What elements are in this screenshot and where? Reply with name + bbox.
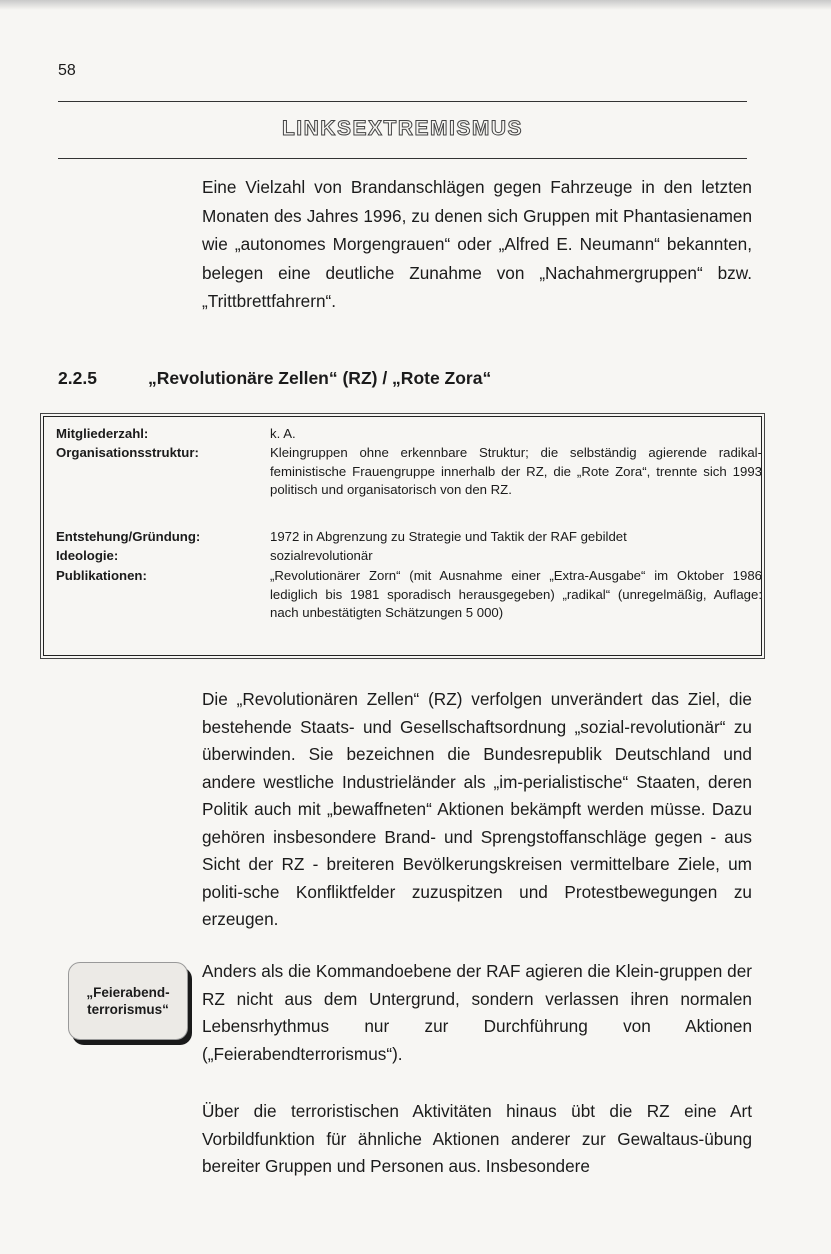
info-label: Publikationen: (56, 568, 147, 583)
margin-note-badge (68, 962, 188, 1040)
running-header-title: LINKSEXTREMISMUS (281, 117, 523, 140)
section-heading (58, 368, 491, 389)
body-paragraph: Anders als die Kommandoebene der RAF agieren die Klein-gruppen der RZ nicht aus dem Untergrund, sondern verlassen ihren normalen Lebensrhythmus nur zur Durchführung von Aktionen („Feierabendterrorismus“). (202, 961, 752, 1064)
info-label: Organisationsstruktur: (56, 445, 199, 460)
body-paragraph: Über die terroristischen Aktivitäten hinaus übt die RZ eine Art Vorbildfunktion für ähnliche Aktionen anderer zur Gewaltaus-übung bereiter Gruppen und Personen aus. Insbesondere (202, 1101, 752, 1176)
page-number: 58 (58, 62, 76, 79)
info-label: Entstehung/Gründung: (56, 529, 201, 544)
header-rule-top (58, 101, 747, 102)
info-value: sozialrevolutionär (270, 548, 373, 563)
intro-paragraph: Eine Vielzahl von Brandanschlägen gegen Fahrzeuge in den letzten Monaten des Jahres 1996, zu denen sich Gruppen mit Phantasienamen wie „autonomes Morgengrauen“ oder „Alfred E. Neumann“ bekannten, belegen eine deutliche Zunahme von „Nachahmergruppen“ bzw. „Trittbrettfahrern“. (202, 177, 752, 311)
info-value: „Revolutionärer Zorn“ (mit Ausnahme einer „Extra-Ausgabe“ im Oktober 1986 lediglich bis 1981 sporadisch herausgegeben) „radikal“ (unregelmäßig, Auflage: nach unbestätigten Schätzungen 5 000) (270, 568, 762, 620)
section-title: „Revolutionäre Zellen“ (RZ) / „Rote Zora“ (148, 368, 492, 388)
info-value: Kleingruppen ohne erkennbare Struktur; die selbständig agierende radikal-feministische Frauengruppe innerhalb der RZ, die „Rote Zora“, trennte sich 1993 politisch und organisatorisch von den RZ. (270, 445, 762, 497)
info-value: k. A. (270, 426, 296, 441)
organization-info-box (43, 416, 762, 656)
section-number: 2.2.5 (58, 368, 97, 388)
info-label: Mitgliederzahl: (56, 426, 149, 441)
body-paragraph: Die „Revolutionären Zellen“ (RZ) verfolgen unverändert das Ziel, die bestehende Staats- und Gesellschaftsordnung „sozial-revolutionär“ zu überwinden. Sie bezeichnen die Bundesrepublik Deutschland und andere westliche Industrieländer als „im-perialistische“ Staaten, deren Politik auch mit „bewaffneten“ Aktionen bekämpft werden müsse. Dazu gehören insbesondere Brand- und Sprengstoffanschläge gegen - aus Sicht der RZ - breiteren Bevölkerungskreisen vermittelbare Ziele, um politi-sche Konfliktfelder zuzuspitzen und Protestbewegungen zu erzeugen. (202, 689, 752, 929)
scan-edge-shade (0, 0, 831, 10)
info-label: Ideologie: (56, 548, 119, 563)
header-rule-bottom (58, 158, 747, 159)
margin-note-text: „Feierabend-terrorismus“ (86, 985, 170, 1017)
info-value: 1972 in Abgrenzung zu Strategie und Taktik der RAF gebildet (270, 529, 627, 544)
